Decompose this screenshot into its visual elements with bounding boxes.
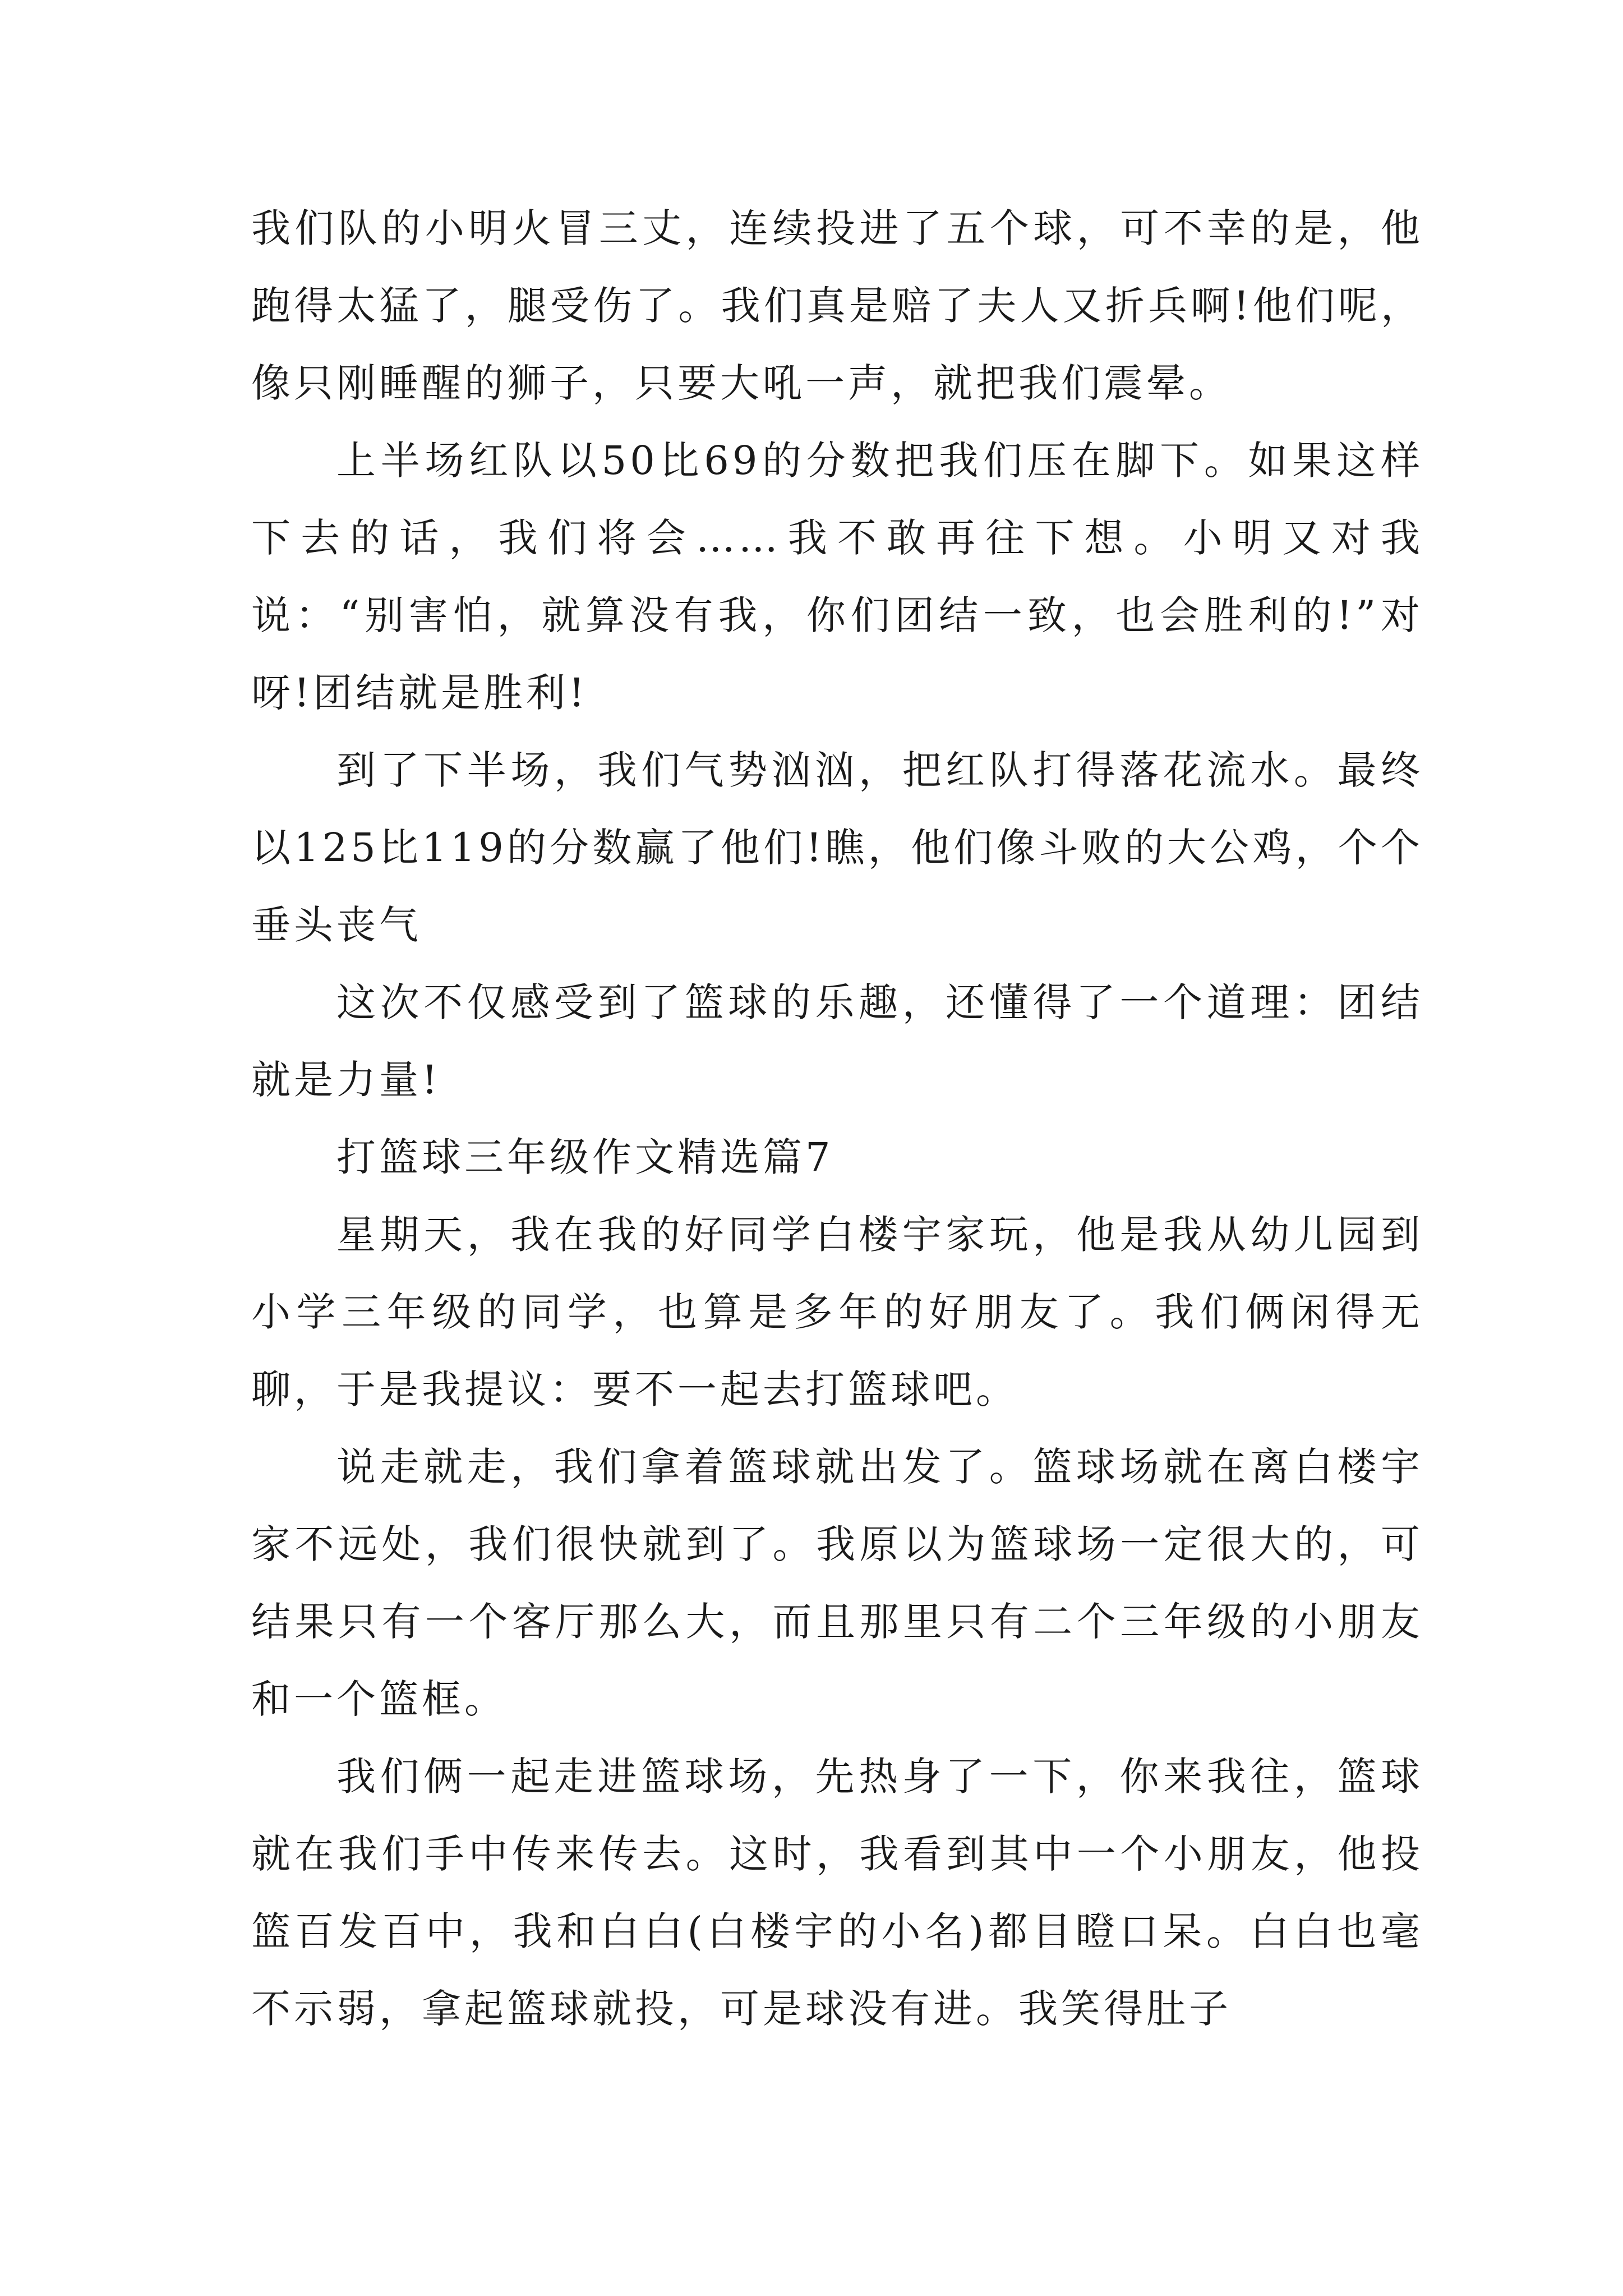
paragraph: 上半场红队以50比69的分数把我们压在脚下。如果这样下去的话，我们将会……我不敢再往下想。小明又对我说：“别害怕，就算没有我，你们团结一致，也会胜利的!”对呀!团结就是胜利! [251,438,1423,716]
section-heading: 打篮球三年级作文精选篇7 [336,1134,834,1180]
paragraph: 我们俩一起走进篮球场，先热身了一下，你来我往，篮球就在我们手中传来传去。这时，我看到其中一个小朋友，他投篮百发百中，我和白白(白楼宇的小名)都目瞪口呆。白白也毫不示弱，拿起篮球就投，可是球没有进。我笑得肚子 [251,1754,1423,2032]
article-body [251,190,1423,2047]
paragraph: 星期天，我在我的好同学白楼宇家玩，他是我从幼儿园到小学三年级的同学，也算是多年的好朋友了。我们俩闲得无聊，于是我提议：要不一起去打篮球吧。 [251,1212,1423,1412]
paragraph: 这次不仅感受到了篮球的乐趣，还懂得了一个道理：团结就是力量! [251,979,1423,1103]
paragraph: 说走就走，我们拿着篮球就出发了。篮球场就在离白楼宇家不远处，我们很快就到了。我原以为篮球场一定很大的，可结果只有一个客厅那么大，而且那里只有二个三年级的小朋友和一个篮框。 [251,1444,1423,1722]
paragraph: 到了下半场，我们气势汹汹，把红队打得落花流水。最终以125比119的分数赢了他们!瞧，他们像斗败的大公鸡，个个垂头丧气 [251,747,1423,948]
paragraph: 我们队的小明火冒三丈，连续投进了五个球，可不幸的是，他跑得太猛了，腿受伤了。我们真是赔了夫人又折兵啊!他们呢，像只刚睡醒的狮子，只要大吼一声，就把我们震晕。 [251,205,1423,406]
